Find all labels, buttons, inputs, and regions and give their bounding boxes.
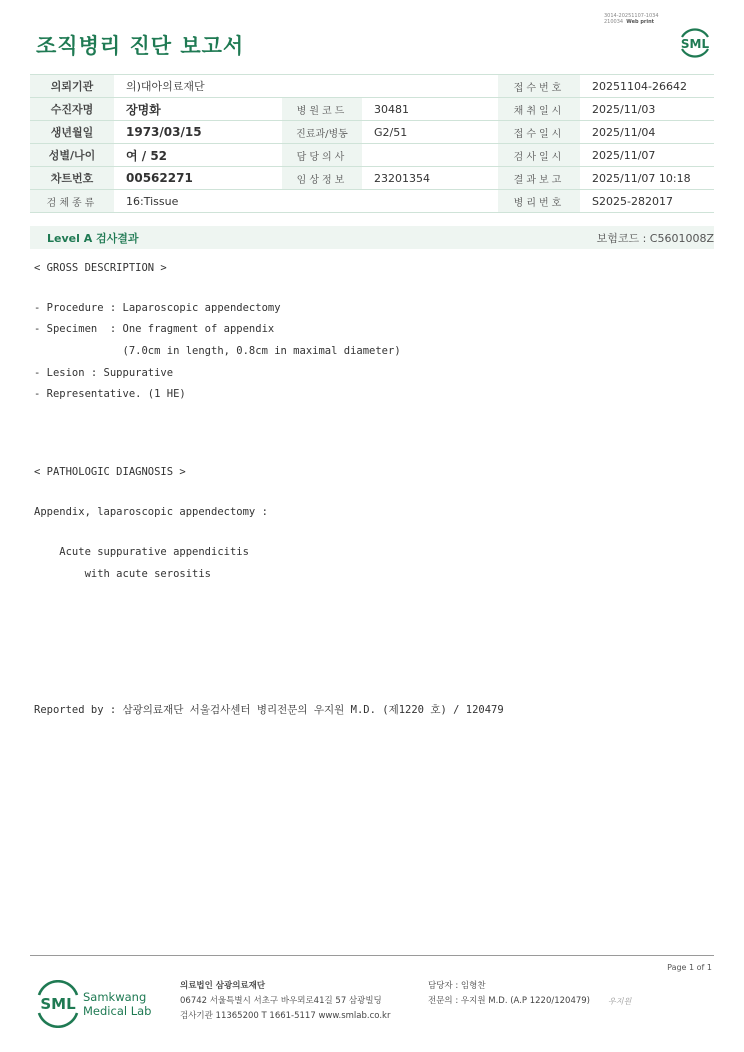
footer-org-info xyxy=(180,979,390,1024)
print-meta-code: 210034 xyxy=(604,19,624,25)
print-meta xyxy=(604,13,659,25)
gross-line-procedure: - Procedure : Laparoscopic appendectomy xyxy=(34,302,281,314)
label-specimen-type: 검체종류 xyxy=(30,190,114,213)
gross-line-specimen: - Specimen : One fragment of appendix xyxy=(34,323,275,335)
logo-text: SML xyxy=(680,37,710,51)
value-result-report: 2025/11/07 10:18 xyxy=(580,167,714,190)
value-hospital-code: 30481 xyxy=(362,98,498,121)
label-collection-date: 채취일시 xyxy=(498,98,580,121)
label-requesting-institution: 의뢰기관 xyxy=(30,75,114,98)
label-department-ward: 진료과/병동 xyxy=(282,121,362,144)
diagnosis-site: Appendix, laparoscopic appendectomy : xyxy=(34,506,268,518)
value-receipt-date: 2025/11/04 xyxy=(580,121,714,144)
logo-line1: Samkwang xyxy=(83,990,147,1004)
sml-logo-icon xyxy=(676,24,714,62)
label-hospital-code: 병원코드 xyxy=(282,98,362,121)
label-birth-date: 생년월일 xyxy=(30,121,114,144)
print-meta-id: 3014-20251107-1034 xyxy=(604,13,659,19)
table-row xyxy=(30,98,714,121)
gross-line-size: (7.0cm in length, 0.8cm in maximal diameter) xyxy=(34,345,401,357)
footer-divider xyxy=(30,955,714,956)
label-sex-age: 성별/나이 xyxy=(30,144,114,167)
footer-staff-info xyxy=(428,979,590,1009)
label-pathology-number: 병리번호 xyxy=(498,190,580,213)
value-sex-age: 여 / 52 xyxy=(114,144,282,167)
print-meta-mode: Web print xyxy=(626,19,655,25)
manager: 담당자 : 임형찬 xyxy=(428,981,486,991)
value-specimen-type: 16:Tissue xyxy=(114,190,498,213)
value-chart-number: 00562271 xyxy=(114,167,282,190)
value-physician xyxy=(362,144,498,167)
insurance-code: 보험코드 : C5601008Z xyxy=(596,232,714,245)
label-result-report: 결과보고 xyxy=(498,167,580,190)
table-row xyxy=(30,121,714,144)
logo-line2: Medical Lab xyxy=(83,1004,152,1018)
page-number: Page 1 of 1 xyxy=(667,963,712,972)
label-clinical-info: 임상정보 xyxy=(282,167,362,190)
specialist: 전문의 : 우지원 M.D. (A.P 1220/120479) xyxy=(428,996,590,1006)
table-row xyxy=(30,167,714,190)
reported-by: Reported by : 삼광의료재단 서울검사센터 병리전문의 우지원 M.D. (제1220 호) / 120479 xyxy=(34,704,504,716)
logo-main-text: SML xyxy=(40,995,76,1013)
label-receipt-date: 접수일시 xyxy=(498,121,580,144)
org-name: 의료법인 삼광의료재단 xyxy=(180,981,266,991)
diagnosis-line-detail: with acute serositis xyxy=(34,568,212,580)
gross-line-lesion: - Lesion : Suppurative xyxy=(34,367,174,379)
level-result-title: Level A 검사결과 xyxy=(47,232,139,245)
label-physician: 담당의사 xyxy=(282,144,362,167)
value-birth-date: 1973/03/15 xyxy=(114,121,282,144)
gross-description-heading: < GROSS DESCRIPTION > xyxy=(34,262,167,274)
gross-line-representative: - Representative. (1 HE) xyxy=(34,388,186,400)
diagnosis-line: Acute suppurative appendicitis xyxy=(34,546,249,558)
label-receipt-number: 접수번호 xyxy=(498,75,580,98)
value-patient-name: 장명화 xyxy=(114,98,282,121)
value-receipt-number: 20251104-26642 xyxy=(580,75,714,98)
sml-logo-icon xyxy=(36,980,156,1028)
patient-info-table xyxy=(30,74,714,213)
label-chart-number: 차트번호 xyxy=(30,167,114,190)
label-test-date: 검사일시 xyxy=(498,144,580,167)
org-address: 06742 서울특별시 서초구 바우뫼로41길 57 삼광빌딩 xyxy=(180,996,382,1006)
value-test-date: 2025/11/07 xyxy=(580,144,714,167)
value-requesting-institution: 의)대아의료재단 xyxy=(114,75,498,98)
value-clinical-info: 23201354 xyxy=(362,167,498,190)
pathologic-diagnosis-heading: < PATHOLOGIC DIAGNOSIS > xyxy=(34,466,186,478)
value-department-ward: G2/51 xyxy=(362,121,498,144)
org-contact: 검사기관 11365200 T 1661-5117 www.smlab.co.kr xyxy=(180,1011,391,1021)
label-patient-name: 수진자명 xyxy=(30,98,114,121)
value-collection-date: 2025/11/03 xyxy=(580,98,714,121)
table-row xyxy=(30,75,714,98)
page-title: 조직병리 진단 보고서 xyxy=(36,34,245,58)
samkwang-logo xyxy=(36,980,156,1032)
value-pathology-number: S2025-282017 xyxy=(580,190,714,213)
table-row xyxy=(30,190,714,213)
signature: 우지원 xyxy=(608,997,632,1006)
table-row xyxy=(30,144,714,167)
